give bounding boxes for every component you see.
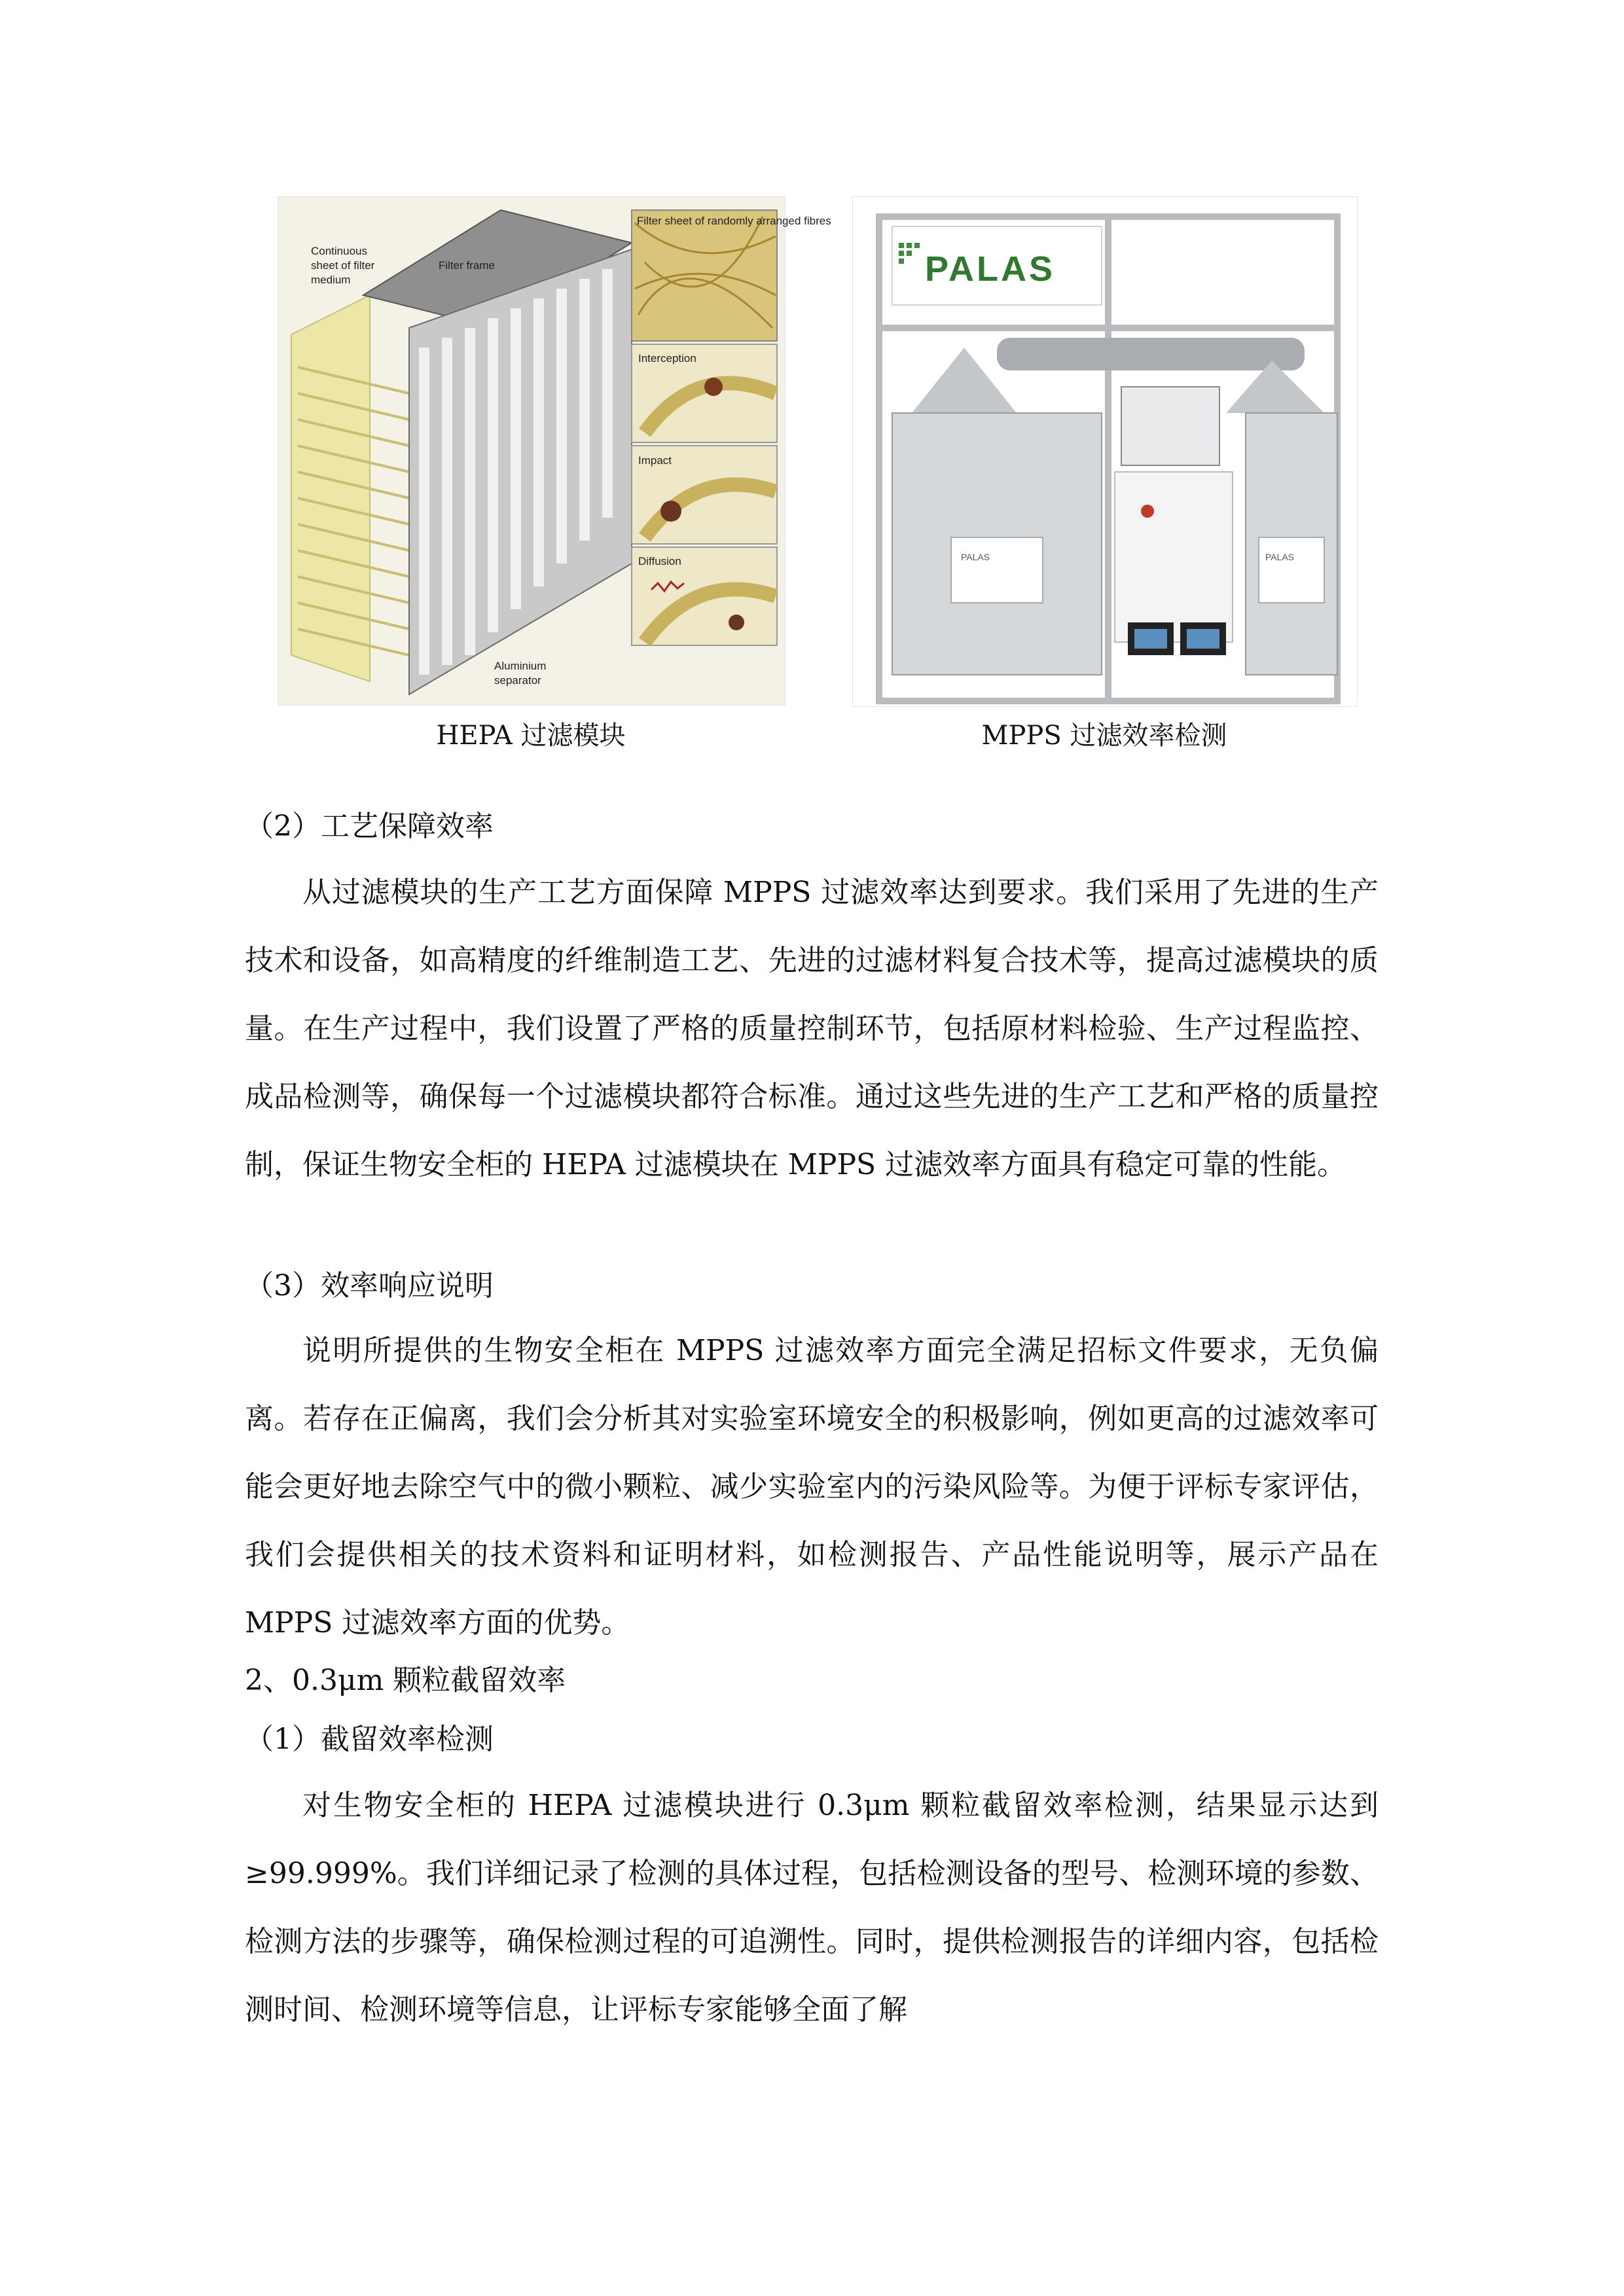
mpps-test-figure: [852, 196, 1358, 707]
mpps-test-illustration: [853, 197, 1357, 706]
top-banner-label: Filter sheet of randomly arranged fibres: [637, 215, 831, 227]
section-heading-particle-retention: 2、0.3μm 颗粒截留效率: [245, 1664, 566, 1697]
hepa-filter-illustration: [278, 197, 831, 705]
section-paragraph-process: 从过滤模块的生产工艺方面保障 MPPS 过滤效率达到要求。我们采用了先进的生产技术和设备，如高精度的纤维制造工艺、先进的过滤材料复合技术等，提高过滤模块的质量。在生产过程中，我们设置了严格的质量控制环节，包括原材料检验、生产过程监控、成品检测等，确保每一个过滤模块都符合标准。通过这些先进的生产工艺和严格的质量控制，保证生物安全柜的 HEPA 过滤模块在 MPPS 过滤效率方面具有稳定可靠的性能。: [245, 876, 1379, 1181]
palas-brand-label: PALAS: [925, 249, 1056, 289]
palas-small-label-left: PALAS: [961, 552, 990, 562]
aluminium-label-line1: Aluminium: [494, 660, 547, 672]
continuous-label-line1: Continuous: [311, 245, 368, 257]
hepa-filter-figure: [278, 196, 831, 706]
diffusion-label: Diffusion: [638, 555, 681, 567]
section-heading-retention-test: （1）截留效率检测: [245, 1723, 494, 1756]
figure-caption-hepa: HEPA 过滤模块: [436, 721, 626, 751]
impact-label: Impact: [638, 454, 672, 467]
continuous-label-line3: medium: [311, 274, 351, 286]
filter-frame-label: Filter frame: [439, 259, 495, 272]
section-heading-process: （2）工艺保障效率: [245, 810, 494, 843]
figure-caption-mpps: MPPS 过滤效率检测: [981, 721, 1227, 751]
section-heading-response: （3）效率响应说明: [245, 1269, 494, 1302]
section-paragraph-response: 说明所提供的生物安全柜在 MPPS 过滤效率方面完全满足招标文件要求，无负偏离。若存在正偏离，我们会分析其对实验室环境安全的积极影响，例如更高的过滤效率可能会更好地去除空气中的微小颗粒、减少实验室内的污染风险等。为便于评标专家评估，我们会提供相关的技术资料和证明材料，如检测报告、产品性能说明等，展示产品在 MPPS 过滤效率方面的优势。: [245, 1334, 1379, 1640]
interception-label: Interception: [638, 352, 696, 365]
aluminium-label-line2: separator: [494, 674, 541, 687]
section-paragraph-retention-test: 对生物安全柜的 HEPA 过滤模块进行 0.3μm 颗粒截留效率检测，结果显示达到≥99.999%。我们详细记录了检测的具体过程，包括检测设备的型号、检测环境的参数、检测方法的步骤等，确保检测过程的可追溯性。同时，提供检测报告的详细内容，包括检测时间、检测环境等信息，让评标专家能够全面了解: [245, 1789, 1379, 2026]
continuous-label-line2: sheet of filter: [311, 259, 375, 272]
palas-small-label-right: PALAS: [1265, 552, 1295, 562]
